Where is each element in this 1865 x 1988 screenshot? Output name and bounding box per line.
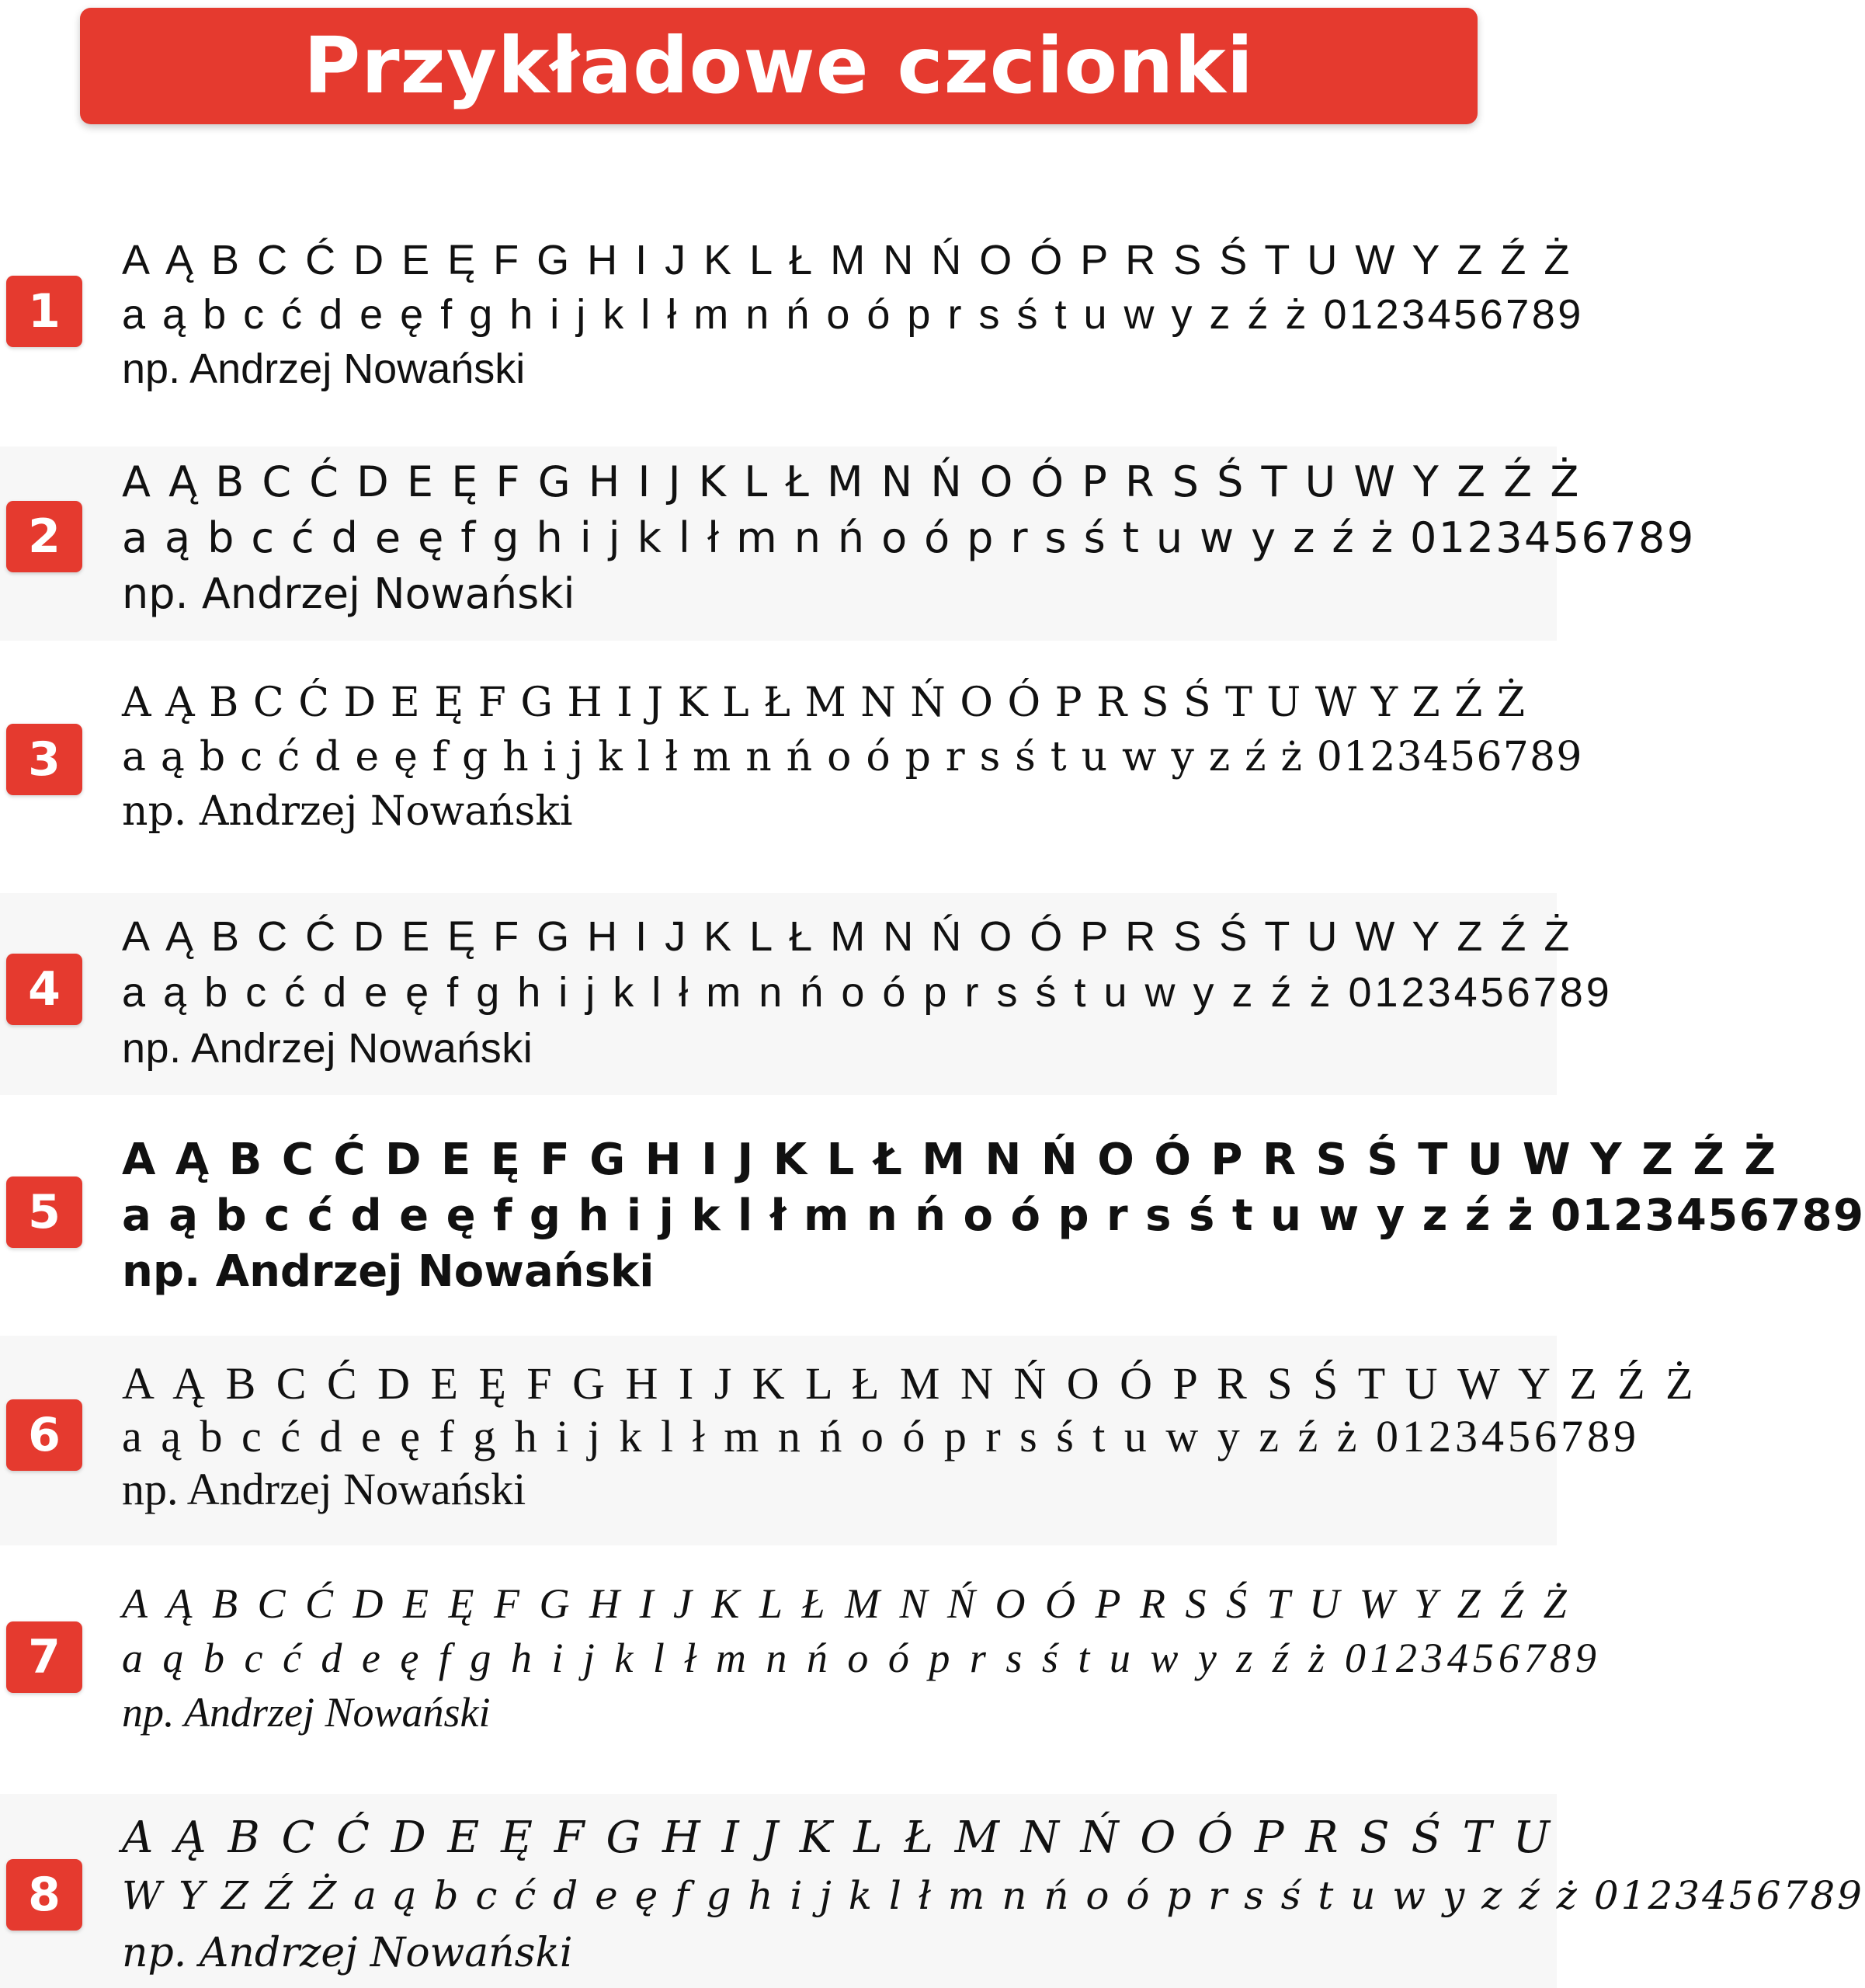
font-sample-8 xyxy=(0,1794,1864,1988)
font-sample-7 xyxy=(0,1561,1601,1771)
font-sample-2 xyxy=(0,447,1696,641)
sample-lines xyxy=(122,1132,1865,1300)
sample-number-badge: 1 xyxy=(6,276,82,347)
sample-number-badge: 4 xyxy=(6,954,82,1025)
example-name-line: np. Andrzej Nowański xyxy=(122,788,573,835)
sample-lines xyxy=(122,676,1583,839)
sample-number-badge: 7 xyxy=(6,1621,82,1693)
example-name-line: np. Andrzej Nowański xyxy=(122,346,526,392)
example-name-line: np. Andrzej Nowański xyxy=(122,1025,533,1072)
uppercase-line: A Ą B C Ć D E Ę F G H I J K L Ł M N Ń O Ó P R S Ś T U W Y Z Ź Ż xyxy=(122,1580,1572,1627)
lowercase-line: a ą b c ć d e ę f g h i j k l ł m n ń o ó p r s ś t u w y z ź ż 0123456789 xyxy=(122,734,1583,780)
example-name-line: np. Andrzej Nowański xyxy=(122,1246,655,1297)
uppercase-line: A Ą B C Ć D E Ę F G H I J K L Ł M N Ń O Ó P R S Ś T U xyxy=(122,1812,1554,1863)
lowercase-line: a ą b c ć d e ę f g h i j k l ł m n ń o ó p r s ś t u w y z ź ż 0123456789 xyxy=(122,1411,1641,1461)
sample-number-badge: 6 xyxy=(6,1399,82,1471)
font-sample-6 xyxy=(0,1336,1698,1545)
example-name-line: np. Andrzej Nowański xyxy=(122,1464,526,1514)
uppercase-line: A Ą B C Ć D E Ę F G H I J K L Ł M N Ń O Ó P R S Ś T U W Y Z Ź Ż xyxy=(122,1358,1698,1409)
lowercase-line: a ą b c ć d e ę f g h i j k l ł m n ń o ó p r s ś t u w y z ź ż 0123456789 xyxy=(122,291,1584,338)
sample-number-badge: 5 xyxy=(6,1176,82,1248)
font-sample-4 xyxy=(0,893,1613,1095)
sample-number-badge: 2 xyxy=(6,501,82,572)
sample-lines xyxy=(122,233,1584,396)
sample-number-badge: 3 xyxy=(6,724,82,795)
font-sample-5 xyxy=(0,1118,1865,1320)
sample-number-badge: 8 xyxy=(6,1859,82,1931)
example-name-line: np. Andrzej Nowański xyxy=(122,569,575,618)
uppercase-line: A Ą B C Ć D E Ę F G H I J K L Ł M N Ń O Ó P R S Ś T U W Y Z Ź Ż xyxy=(122,237,1573,283)
uppercase-line: A Ą B C Ć D E Ę F G H I J K L Ł M N Ń O Ó P R S Ś T U W Y Z Ź Ż xyxy=(122,679,1526,726)
lowercase-line: W Y Z Ź Ż a ą b c ć d e ę f g h i j k l ł m n ń o ó p r s ś t u w y z ź ż 0123456789 xyxy=(122,1873,1864,1918)
lowercase-line: a ą b c ć d e ę f g h i j k l ł m n ń o ó p r s ś t u w y z ź ż 0123456789 xyxy=(122,969,1613,1016)
page-title: Przykładowe czcionki xyxy=(303,20,1255,111)
lowercase-line: a ą b c ć d e ę f g h i j k l ł m n ń o ó p r s ś t u w y z ź ż 0123456789 xyxy=(122,513,1696,562)
lowercase-line: a ą b c ć d e ę f g h i j k l ł m n ń o ó p r s ś t u w y z ź ż 0123456789 xyxy=(122,1635,1601,1681)
uppercase-line: A Ą B C Ć D E Ę F G H I J K L Ł M N Ń O Ó P R S Ś T U W Y Z Ź Ż xyxy=(122,1135,1779,1185)
font-sample-1 xyxy=(0,217,1584,412)
font-sample-3 xyxy=(0,668,1583,870)
uppercase-line: A Ą B C Ć D E Ę F G H I J K L Ł M N Ń O Ó P R S Ś T U W Y Z Ź Ż xyxy=(122,457,1582,506)
sample-lines xyxy=(122,1809,1864,1982)
example-name-line: np. Andrzej Nowański xyxy=(122,1689,491,1736)
lowercase-line: a ą b c ć d e ę f g h i j k l ł m n ń o ó p r s ś t u w y z ź ż 0123456789 xyxy=(122,1190,1865,1241)
example-name-line: np. Andrzej Nowański xyxy=(122,1930,573,1976)
sample-lines xyxy=(122,909,1613,1076)
sample-lines xyxy=(122,454,1696,622)
uppercase-line: A Ą B C Ć D E Ę F G H I J K L Ł M N Ń O Ó P R S Ś T U W Y Z Ź Ż xyxy=(122,913,1573,960)
sample-lines xyxy=(122,1357,1698,1516)
sample-lines xyxy=(122,1576,1601,1740)
title-banner xyxy=(80,8,1478,124)
